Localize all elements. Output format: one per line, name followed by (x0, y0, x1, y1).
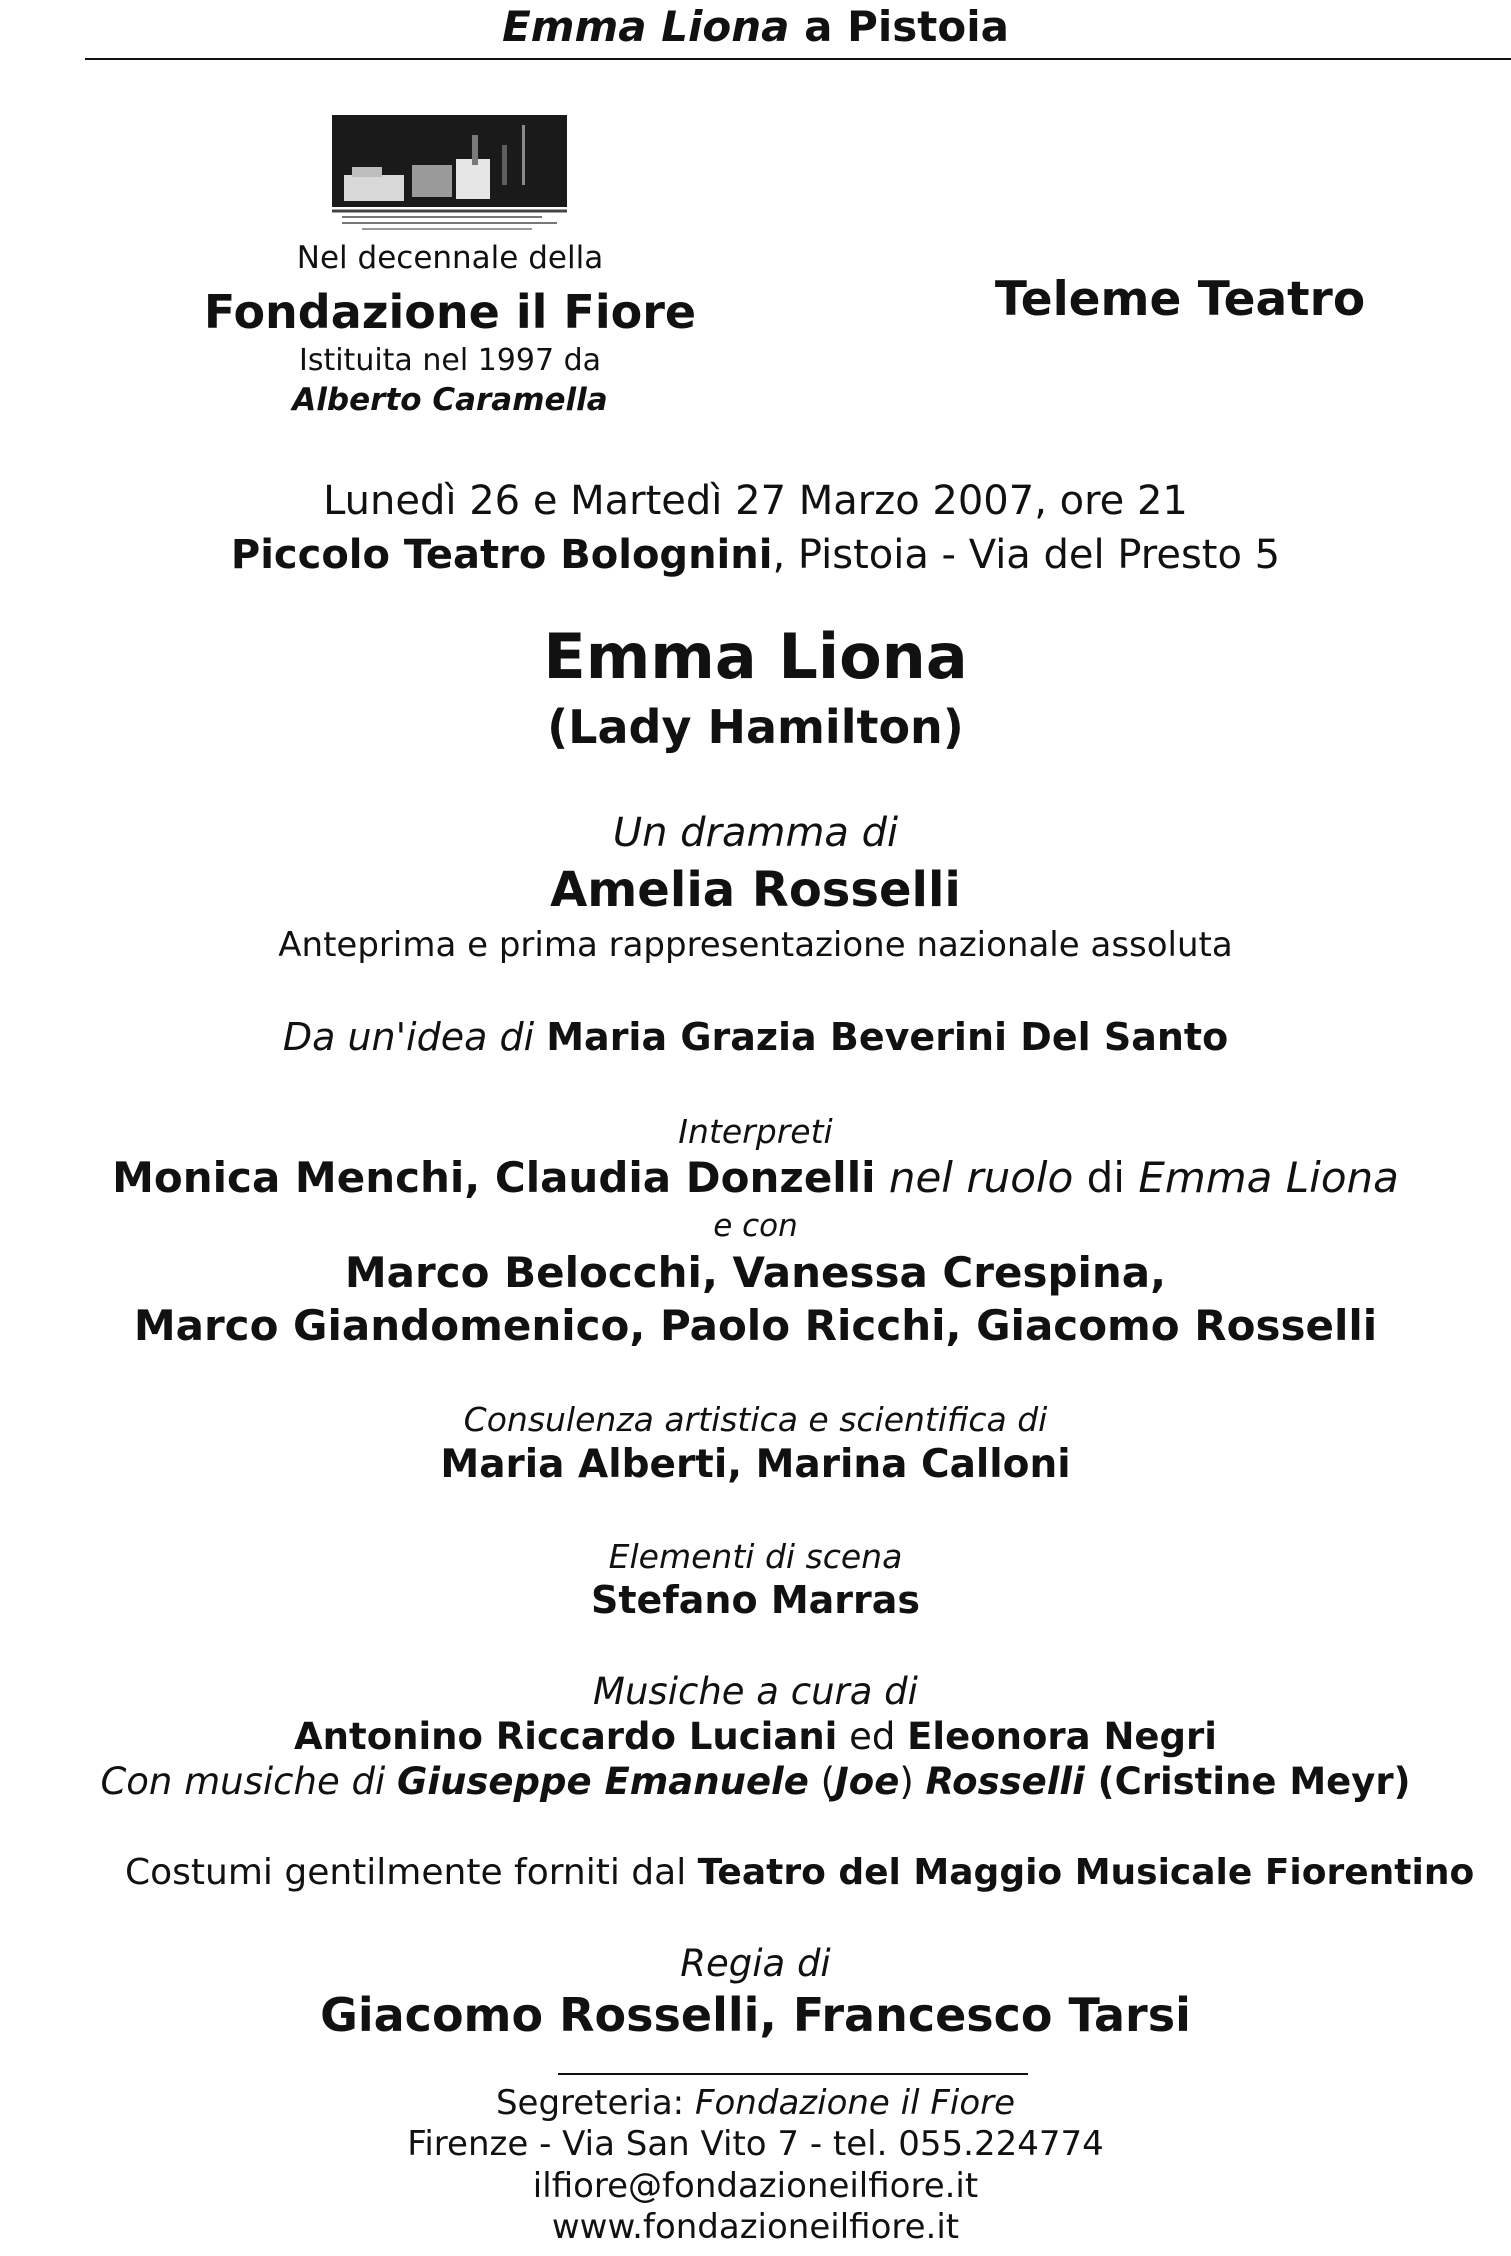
secretary-website[interactable]: www.fondazioneilfiore.it (551, 2207, 960, 2247)
cast-leads-line (0, 1153, 1511, 1202)
cast-others-line2: Marco Giandomenico, Paolo Ricchi, Giacomo Rosselli (133, 1301, 1378, 1350)
secretary-email[interactable]: ilfiore@fondazioneilfiore.it (532, 2166, 979, 2206)
direction-label: Regia di (680, 1942, 831, 1985)
composer-nickname: Joe (835, 1760, 900, 1803)
author-label: Un dramma di (612, 810, 899, 856)
idea-credit (0, 1015, 1511, 1059)
consultancy-names: Maria Alberti, Marina Calloni (440, 1442, 1071, 1487)
cast-others-line1: Marco Belocchi, Vanessa Crespina, (344, 1248, 1167, 1297)
play-subtitle: (Lady Hamilton) (547, 700, 964, 754)
play-title: Emma Liona (543, 620, 968, 693)
consultancy-label: Consulenza artistica e scientifica di (463, 1400, 1048, 1439)
foundation-name: Fondazione il Fiore (203, 285, 697, 339)
costumes-provider: Teatro del Maggio Musicale Fiorentino (697, 1852, 1475, 1893)
music-with-label: Con musiche di (100, 1760, 398, 1803)
header-divider (85, 58, 1511, 60)
foundation-founder: Alberto Caramella (292, 382, 608, 418)
cast-leads: Monica Menchi, Claudia Donzelli (112, 1153, 876, 1202)
secretary-line (0, 2083, 1511, 2123)
paren-open: ( (808, 1760, 836, 1803)
music-composers (0, 1760, 1511, 1803)
costumes-credit (125, 1852, 1474, 1893)
cast-and-with: e con (713, 1208, 798, 1244)
header-title-play: Emma Liona (502, 2, 790, 51)
header-title-place: a Pistoia (789, 2, 1009, 51)
author-name: Amelia Rosselli (550, 862, 961, 918)
premiere-note: Anteprima e prima rappresentazione nazionale assoluta (278, 925, 1233, 965)
secretary-name: Fondazione il Fiore (694, 2083, 1016, 2123)
venue-address: , Pistoia - Via del Presto 5 (772, 532, 1281, 578)
composer-2: (Cristine Meyr) (1084, 1760, 1411, 1803)
music-curator-2: Eleonora Negri (907, 1715, 1217, 1758)
paren-close: ) (899, 1760, 926, 1803)
cast-role-name: Emma Liona (1138, 1153, 1399, 1202)
foundation-intro: Nel decennale della (296, 240, 604, 276)
event-date: Lunedì 26 e Martedì 27 Marzo 2007, ore 21 (323, 478, 1188, 524)
composer-first-name: Giuseppe Emanuele (397, 1760, 809, 1803)
cast-label: Interpreti (678, 1112, 833, 1151)
music-label: Musiche a cura di (593, 1670, 918, 1713)
cast-role-di: di (1073, 1153, 1139, 1202)
footer-divider (558, 2073, 1028, 2075)
event-venue (0, 532, 1511, 578)
composer-last-name: Rosselli (925, 1760, 1085, 1803)
theatre-company: Teleme Teatro (994, 272, 1366, 327)
music-curator-1: Antonino Riccardo Luciani (294, 1715, 838, 1758)
scenery-label: Elementi di scena (608, 1537, 903, 1576)
idea-name: Maria Grazia Beverini Del Santo (546, 1015, 1229, 1059)
direction-names: Giacomo Rosselli, Francesco Tarsi (320, 1988, 1191, 2042)
header-title (0, 2, 1511, 51)
venue-name: Piccolo Teatro Bolognini (230, 532, 773, 578)
music-conj: ed (837, 1715, 908, 1758)
secretary-label: Segreteria: (495, 2083, 695, 2123)
secretary-address: Firenze - Via San Vito 7 - tel. 055.224774 (407, 2124, 1104, 2164)
idea-label: Da un'idea di (282, 1015, 547, 1059)
foundation-logo-image (332, 115, 567, 235)
foundation-established: Istituita nel 1997 da (298, 343, 602, 378)
cast-role-phrase: nel ruolo (875, 1153, 1074, 1202)
costumes-label: Costumi gentilmente forniti dal (125, 1852, 698, 1893)
music-curators (0, 1715, 1511, 1758)
scenery-name: Stefano Marras (590, 1578, 921, 1622)
